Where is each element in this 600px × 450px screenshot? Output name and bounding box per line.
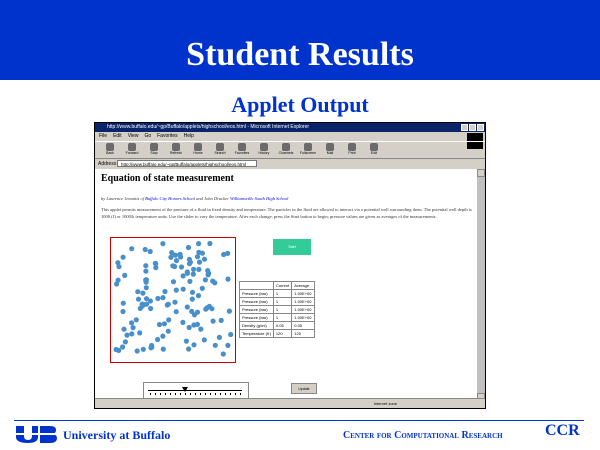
particle (174, 288, 179, 293)
slider-tick (215, 393, 216, 395)
window-controls (461, 124, 484, 131)
mail-icon (326, 143, 334, 151)
particle (144, 302, 149, 307)
particle (122, 273, 127, 278)
particle (149, 343, 154, 348)
refresh-icon (172, 143, 180, 151)
particle (172, 264, 177, 269)
page-heading: Equation of state measurement (101, 173, 234, 184)
table-row: Pressure (bar) 1 1.00E+00 (240, 314, 315, 322)
back-arrow-icon (106, 143, 114, 151)
address-input[interactable]: http://www.buffalo.edu/~gp/Buffalo/applets/highschool/eos.html (117, 160, 257, 167)
particle (166, 317, 171, 322)
edit-icon (370, 143, 378, 151)
slider-tick (185, 393, 186, 395)
table-row: Density (g/ml) 0.05 0.05 (240, 322, 315, 330)
vertical-scrollbar[interactable] (477, 169, 485, 401)
particle (160, 241, 165, 246)
particle (213, 343, 218, 348)
particle (202, 337, 207, 342)
footer-ccr: CCR (545, 422, 580, 439)
toolbar-stop-button[interactable]: Stop (145, 142, 163, 159)
forward-arrow-icon (128, 143, 136, 151)
applet-description: This applet permits measurement of the pressure of a fluid in fixed density and temperature. The particles in the fluid are allowed to interact via a potential well surrounding them. The potential well depth is 1000 (J) or 1000/k temperature units. Use the slider to vary the temperature. After each change, press the Start button to begin; pressure values are given as averages of the measurements. (101, 207, 472, 219)
header-cell: Average (292, 282, 314, 290)
particle (114, 281, 119, 286)
slider-tick (210, 393, 211, 395)
ub-logo-icon (14, 424, 58, 444)
particle (129, 246, 134, 251)
menu-view[interactable]: View (127, 133, 139, 139)
menu-edit[interactable]: Edit (113, 133, 122, 139)
particle (121, 255, 126, 260)
minimize-button[interactable] (461, 124, 468, 131)
particle (153, 261, 158, 266)
particle (162, 321, 167, 326)
slide-subtitle: Applet Output (231, 92, 369, 117)
particle (155, 337, 160, 342)
header-cell: Current (273, 282, 291, 290)
toolbar-forward-button[interactable]: Forward (123, 142, 141, 159)
page-content (95, 169, 479, 401)
menu-go[interactable]: Go (144, 133, 152, 139)
particle (207, 241, 212, 246)
slider-tick (235, 393, 236, 395)
particle (181, 287, 186, 292)
particle (207, 304, 212, 309)
particle (190, 297, 195, 302)
slide-title: Student Results (186, 36, 414, 73)
table-row: Pressure (bar) 1 1.00E+00 (240, 290, 315, 298)
particle (212, 280, 217, 285)
particle (148, 249, 153, 254)
particle (115, 260, 120, 265)
status-text: Internet zone (373, 401, 397, 406)
particle (198, 327, 203, 332)
particle (205, 268, 210, 273)
slider-tick (160, 393, 161, 395)
particle (221, 351, 226, 356)
particle (140, 291, 145, 296)
particle (169, 250, 174, 255)
footer-university: University at Buffalo (63, 428, 171, 442)
scroll-up-arrow[interactable] (477, 169, 485, 177)
byline: by Laurence Jemaitis of Buffalo City Honors School and John Drucker Williamsville South High School (101, 196, 289, 201)
toolbar-history-button[interactable]: History (255, 142, 273, 159)
slider-thumb[interactable] (182, 387, 188, 392)
slider-track (148, 390, 242, 391)
print-icon (348, 143, 356, 151)
menu-file[interactable]: File (99, 133, 108, 139)
particle (171, 279, 176, 284)
toolbar-refresh-button[interactable]: Refresh (167, 142, 185, 159)
table-row: Temperature (K) 120 120 (240, 330, 315, 338)
particle (135, 289, 140, 294)
close-button[interactable] (477, 124, 484, 131)
particle (166, 329, 171, 334)
slider-tick (180, 393, 181, 395)
home-icon (194, 143, 202, 151)
particle (190, 290, 195, 295)
school-link-2[interactable]: Williamsville South High School (229, 196, 289, 201)
particle (120, 344, 125, 349)
slider-tick (200, 393, 201, 395)
search-icon (216, 143, 224, 151)
particle (148, 306, 153, 311)
particle (134, 317, 139, 322)
footer-center-name: Center for Computational Research (343, 430, 503, 441)
particle (185, 271, 190, 276)
start-button[interactable]: Start (273, 239, 311, 255)
particle (196, 293, 201, 298)
browser-window (94, 122, 486, 409)
particle (217, 335, 222, 340)
toolbar-favorites-button[interactable]: Favorites (233, 142, 251, 159)
particle (160, 295, 165, 300)
particle (211, 319, 216, 324)
browser-toolbar (95, 141, 485, 158)
particle (161, 347, 166, 352)
particle (143, 263, 148, 268)
particle (200, 286, 205, 291)
slider-tick (165, 393, 166, 395)
particle (227, 309, 232, 314)
particle (203, 277, 208, 282)
particle (141, 347, 146, 352)
particle (200, 251, 205, 256)
browser-title-bar (95, 123, 485, 132)
stop-icon (150, 143, 158, 151)
particle (180, 320, 185, 325)
particle (143, 277, 148, 282)
particle (178, 252, 183, 257)
particle (129, 331, 134, 336)
particle (179, 264, 184, 269)
particle (124, 333, 129, 338)
particle (202, 257, 207, 262)
particle (135, 348, 140, 353)
table-header-row (240, 282, 315, 290)
particle (191, 272, 196, 277)
particle (225, 343, 230, 348)
particle (196, 267, 201, 272)
slider-tick (175, 393, 176, 395)
particle (172, 300, 177, 305)
particle (197, 260, 202, 265)
particle (174, 258, 179, 263)
particle (120, 309, 125, 314)
menu-bar (95, 132, 485, 141)
toolbar-mail-button[interactable]: Mail (321, 142, 339, 159)
particle (137, 330, 142, 335)
slider-tick (205, 393, 206, 395)
particle (174, 309, 179, 314)
toolbar-fullscreen-button[interactable]: Fullscreen (299, 142, 317, 159)
particle (196, 241, 201, 246)
particle (191, 267, 196, 272)
particle (184, 339, 189, 344)
slider-tick (190, 393, 191, 395)
particle (168, 255, 173, 260)
toolbar-channels-button[interactable]: Channels (277, 142, 295, 159)
particle (144, 285, 149, 290)
toolbar-edit-button[interactable]: Edit (365, 142, 383, 159)
slider-tick (220, 393, 221, 395)
particle (221, 252, 226, 257)
particle (143, 247, 148, 252)
particle (228, 332, 233, 337)
school-link-1[interactable]: Buffalo City Honors School (145, 196, 195, 201)
slider-tick (170, 393, 171, 395)
particle (225, 277, 230, 282)
particle (219, 318, 224, 323)
slider-tick (195, 393, 196, 395)
particle (121, 301, 126, 306)
status-bar (95, 398, 485, 408)
table-row: Pressure (bar) 1 1.00E+00 (240, 306, 315, 314)
channels-icon (282, 143, 290, 151)
particle (162, 289, 167, 294)
browser-title: http://www.buffalo.edu/~gp/Buffalo/applets/highschool/eos.html - Microsoft Internet Explorer (107, 124, 310, 130)
history-icon (260, 143, 268, 151)
slider-tick (225, 393, 226, 395)
simulation-box (110, 237, 236, 363)
particle (136, 297, 141, 302)
toolbar-back-button[interactable]: Back (101, 142, 119, 159)
table-row: Pressure (bar) 1 1.00E+00 (240, 298, 315, 306)
results-table (239, 281, 315, 338)
update-button[interactable]: Update (291, 383, 317, 394)
slider-tick (150, 393, 151, 395)
particle (157, 322, 162, 327)
particle (185, 304, 190, 309)
particle (129, 320, 134, 325)
particle (187, 279, 192, 284)
particle (191, 342, 196, 347)
particle (187, 261, 192, 266)
address-bar (95, 158, 485, 168)
particle (155, 296, 160, 301)
address-label: Address (98, 161, 117, 167)
particle (116, 348, 121, 353)
slider-tick (230, 393, 231, 395)
particle (186, 245, 191, 250)
particle (166, 302, 171, 307)
fullscreen-icon (304, 143, 312, 151)
particle (143, 269, 148, 274)
menu-help[interactable]: Help (183, 133, 194, 139)
toolbar-search-button[interactable]: Search (211, 142, 229, 159)
favorites-icon (238, 143, 246, 151)
toolbar-print-button[interactable]: Print (343, 142, 361, 159)
slider-tick (240, 393, 241, 395)
header-cell (240, 282, 274, 290)
footer-rule (14, 420, 584, 421)
maximize-button[interactable] (469, 124, 476, 131)
particle (160, 334, 165, 339)
slider-tick (155, 393, 156, 395)
particle (195, 254, 200, 259)
particle (192, 312, 197, 317)
menu-favorites[interactable]: Favorites (157, 133, 178, 139)
particle (187, 325, 192, 330)
particle (121, 327, 126, 332)
toolbar-home-button[interactable]: Home (189, 142, 207, 159)
particle (191, 322, 196, 327)
particle (131, 325, 136, 330)
particle (123, 339, 128, 344)
particle (186, 346, 191, 351)
